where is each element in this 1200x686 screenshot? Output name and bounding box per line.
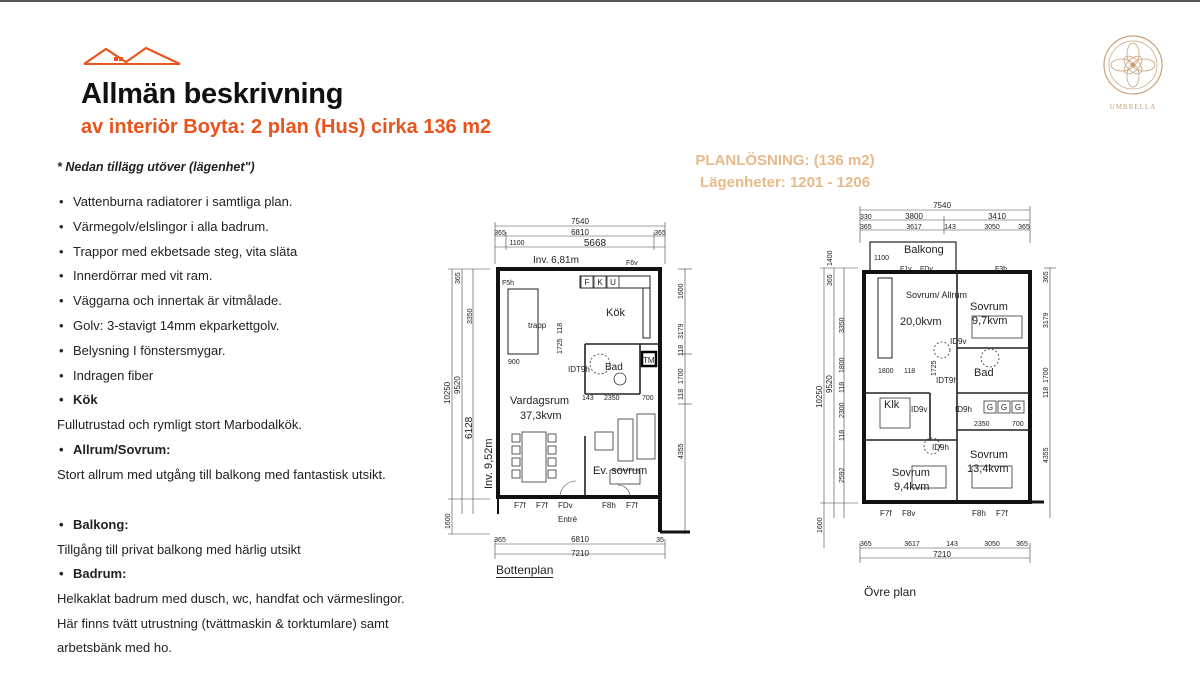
dim-1700: 1700 [1043,367,1050,383]
dim-365: 365 [1016,541,1028,548]
room-bad: Bad [605,362,623,373]
dim-700: 700 [1012,421,1024,428]
dim-1725: 1725 [931,360,938,376]
dim-1400: 1400 [827,250,834,266]
dim-1600: 1600 [678,283,685,299]
feature-item: • Golv: 3-stavigt 14mm ekparkettgolv. [57,314,417,339]
mark-tm: TM [643,356,655,365]
caption-bottenplan: Bottenplan [496,563,554,577]
dim-6810: 6810 [571,535,589,544]
room-vardagsrum: Vardagsrum [510,395,570,407]
dim-2592: 2592 [839,467,846,483]
mark-g: G [1000,403,1008,412]
dim-3350: 3350 [839,317,846,333]
dim-7210: 7210 [933,550,951,559]
dim-7540: 7540 [933,201,951,210]
dim-1600: 1600 [445,513,452,529]
mark-id9v: ID9v [950,337,967,346]
caption-ovre-plan: Övre plan [864,585,917,599]
dim-5668: 5668 [583,238,607,249]
dim-1100: 1100 [509,240,525,247]
mark-id9v: ID9v [911,405,928,414]
note-text: * Nedan tillägg utöver (lägenhet") [57,160,255,174]
section-heading: • Allrum/Sovrum: [57,438,417,463]
room-balkong: Balkong [904,244,944,256]
dim-365: 365 [860,541,872,548]
room-bad: Bad [974,367,994,379]
mark-f1v: F1v [900,266,912,273]
dim-365: 365 [860,224,872,231]
room-sovrum2-area: 9,4kvm [894,481,930,493]
plan-heading-units: Lägenheter: 1201 - 1206 [699,174,871,191]
section-text: Stort allrum med utgång till balkong med fantastisk utsikt. [57,466,386,482]
dim-118: 118 [839,381,846,393]
dim-1600: 1600 [817,517,824,533]
mark-k: K [597,278,603,287]
dim-700: 700 [642,395,654,402]
section-balkong [57,513,417,563]
dim-3800: 3800 [905,212,923,221]
section-text: Helkaklat badrum med dusch, wc, handfat och värmeslingor. Här finns tvätt utrustning (tvättmaskin & torktumlare) samt arbetsbänk med ho. [57,590,405,656]
page-subtitle: av interiör Boyta: 2 plan (Hus) cirka 136 m2 [81,116,492,138]
floorplan-bottom [440,214,700,564]
room-vardagsrum-area: 37,3kvm [520,410,562,422]
mark-bottom: F8h [602,501,616,510]
dim-6128: 6128 [464,416,475,439]
plan-heading-area: PLANLÖSNING: (136 m2) [695,152,875,169]
room-klk: Klk [884,399,900,411]
mark-g: G [986,403,994,412]
mark-idt9h: IDT9h [568,365,590,374]
dim-2300: 2300 [839,402,846,418]
mark-bottom: F8v [902,509,916,518]
section-text: Tillgång till privat balkong med härlig utsikt [57,541,301,557]
mark-bottom: F7f [536,501,548,510]
dim-143: 143 [582,395,594,402]
mark-bottom: FDv [558,501,573,510]
dim-7210: 7210 [571,549,589,558]
dim-3410: 3410 [988,212,1006,221]
mark-u: U [610,278,616,287]
section-badrum [57,562,417,661]
section-allrum [57,438,417,488]
mark-bottom: F7f [514,501,526,510]
room-sovrum1-area: 9,7kvm [972,315,1008,327]
plan-heading [640,150,930,194]
mark-f: F [584,278,590,287]
room-sovrum2: Sovrum [892,467,930,479]
dim-9520: 9520 [453,376,462,394]
mark-id9h: ID9h [932,443,949,452]
brand-logo [1098,34,1168,111]
dim-365: 365 [1018,224,1030,231]
dim-1700: 1700 [678,368,685,384]
dim-3050: 3050 [984,541,1000,548]
dim-1725: 1725 [557,338,564,354]
dim-35: 35 [656,537,664,544]
mark-bottom: F8h [972,509,986,518]
dim-7540: 7540 [571,217,589,226]
dim-3050: 3050 [984,224,1000,231]
room-sovrum3: Sovrum [970,449,1008,461]
dim-900: 900 [508,359,520,366]
room-sovrum3-area: 13,4kvm [967,463,1009,475]
feature-list [57,190,417,388]
section-heading: • Badrum: [57,562,417,587]
mark-bottom: F7f [880,509,892,518]
dim-9520: 9520 [825,375,834,393]
dim-1800: 1800 [839,357,846,373]
feature-item: • Värmegolv/elslingor i alla badrum. [57,215,417,240]
dim-118: 118 [678,344,685,356]
feature-item: • Innerdörrar med vit ram. [57,264,417,289]
dim-365: 365 [1043,271,1050,283]
page-title: Allmän beskrivning [81,78,344,110]
dim-1800: 1800 [878,368,894,375]
room-trapp: trapp [528,321,547,330]
dim-118: 118 [557,322,564,334]
mark-g: G [1014,403,1022,412]
dim-1100: 1100 [874,255,890,262]
dim-365: 365 [827,274,834,286]
mark-id9h: ID9h [955,405,972,414]
dim-6810: 6810 [571,228,589,237]
feature-item: • Väggarna och innertak är vitmålade. [57,289,417,314]
dim-3617: 3617 [906,224,922,231]
room-kok: Kök [606,307,625,319]
dim-2350: 2350 [974,421,990,428]
dim-365: 365 [654,230,666,237]
mark-fdv: FDv [920,266,933,273]
dim-10250: 10250 [815,385,824,408]
mark-bottom: F7f [626,501,638,510]
dim-10250: 10250 [443,381,452,404]
dim-143: 143 [946,541,958,548]
mark-f6v: F6v [626,260,638,267]
dim-2350: 2350 [604,395,620,402]
dim-118: 118 [904,368,916,375]
house-logo-icon [82,44,182,66]
dim-4355: 4355 [678,443,685,459]
room-inv: Inv. 6,81m [533,255,579,266]
room-allrum-area: 20,0kvm [900,316,942,328]
section-kok [57,388,417,438]
feature-item: • Belysning I fönstersmygar. [57,339,417,364]
section-heading: • Balkong: [57,513,417,538]
dim-118: 118 [1043,386,1050,398]
dim-365: 365 [494,537,506,544]
feature-item: • Trappor med ekbetsade steg, vita släta [57,240,417,265]
dim-365: 365 [455,272,462,284]
dim-3179: 3179 [678,323,685,339]
mark-idt9h: IDT9h [936,376,958,385]
mark-f5h: F5h [502,280,515,287]
umbrella-emblem-icon [1102,34,1164,96]
dim-365: 365 [494,230,506,237]
room-inv-side: Inv. 9,52m [483,438,495,489]
brand-name: UMBRELLA [1109,103,1157,111]
feature-item: • Vattenburna radiatorer i samtliga plan. [57,190,417,215]
dim-3617: 3617 [904,541,920,548]
room-ev-sovrum: Ev. sovrum [593,465,648,477]
floorplan-upper [812,198,1082,568]
dim-3179: 3179 [1043,312,1050,328]
dim-118: 118 [678,388,685,400]
feature-item: • Indragen fiber [57,364,417,389]
room-entre: Entré [558,515,578,524]
section-heading: • Kök [57,388,417,413]
mark-bottom: F7f [996,509,1008,518]
dim-4355: 4355 [1043,447,1050,463]
room-sovrum1: Sovrum [970,301,1008,313]
dim-118: 118 [839,429,846,441]
section-text: Fullutrustad och rymligt stort Marbodalkök. [57,416,302,432]
dim-3350: 3350 [467,308,474,324]
room-allrum: Sovrum/ Allrum [906,290,968,300]
dim-143: 143 [944,224,956,231]
dim-330: 330 [860,214,872,221]
mark-f3h: F3h [995,266,1008,273]
